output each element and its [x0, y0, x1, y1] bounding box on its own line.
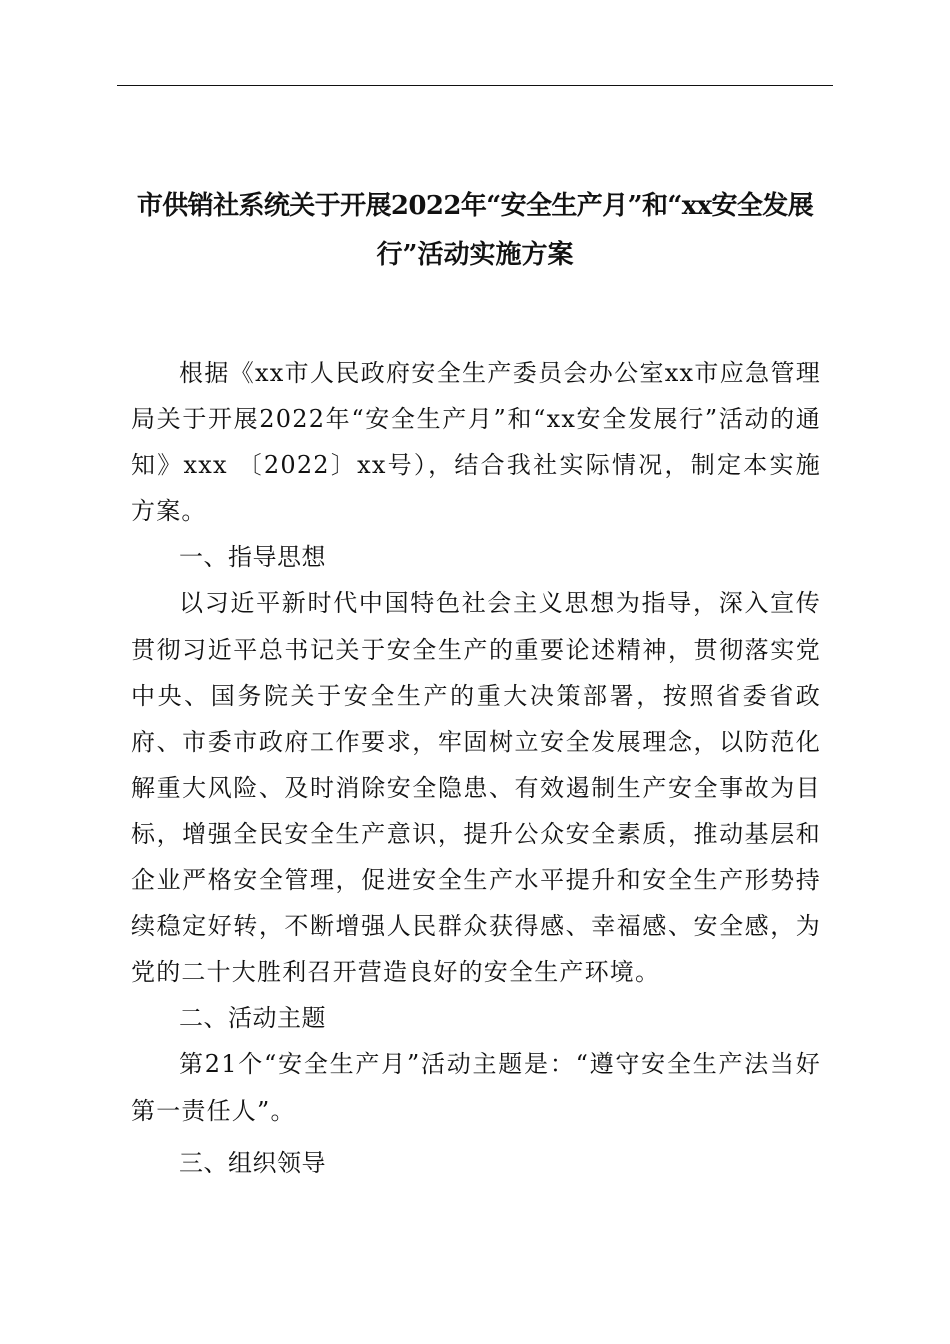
section-2-paragraph: 第21个“安全生产月”活动主题是：“遵守安全生产法当好第一责任人”。 — [131, 1050, 821, 1125]
section-3-heading: 三、组织领导 — [179, 1148, 326, 1177]
document-title — [117, 182, 833, 280]
header-rule — [117, 85, 833, 86]
section-1-paragraph: 以习近平新时代中国特色社会主义思想为指导，深入宣传贯彻习近平总书记关于安全生产的重要论述精神，贯彻落实党中央、国务院关于安全生产的重大决策部署，按照省委省政府、市委市政府工作要求，牢固树立安全发展理念，以防范化解重大风险、及时消除安全隐患、有效遏制生产安全事故为目标，增强全民安全生产意识，提升公众安全素质，推动基层和企业严格安全管理，促进安全生产水平提升和安全生产形势持续稳定好转，不断增强人民群众获得感、幸福感、安全感，为党的二十大胜利召开营造良好的安全生产环境。 — [131, 589, 821, 987]
document-title-line-1: 市供销社系统关于开展2022年“安全生产月”和“xx安全发展 — [136, 191, 814, 221]
document-body — [131, 350, 821, 1186]
intro-paragraph: 根据《xx市人民政府安全生产委员会办公室xx市应急管理局关于开展2022年“安全生产月”和“xx安全发展行”活动的通知》xxx 〔2022〕xx号），结合我社实际情况，制定本实施方案。 — [131, 359, 821, 526]
section-2-heading: 二、活动主题 — [179, 1004, 326, 1033]
section-1-heading: 一、指导思想 — [179, 543, 326, 572]
document-title-line-2: 行”活动实施方案 — [376, 240, 574, 270]
